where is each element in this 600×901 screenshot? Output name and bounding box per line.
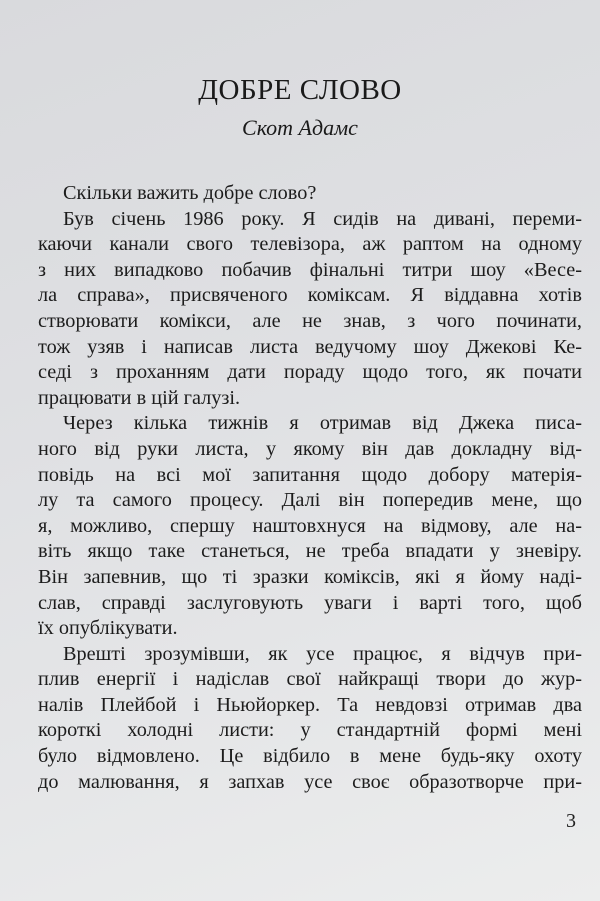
text-line: налів Плейбой і Ньюйоркер. Та невдовзі отримав два	[38, 693, 582, 716]
text-line: Через кілька тижнів я отримав від Джека писа-	[63, 412, 582, 435]
chapter-author: Скот Адамс	[242, 115, 358, 140]
text-line: плив енергії і надіслав свої найкращі твори до жур-	[38, 668, 582, 691]
text-line: ла справа», присвяченого коміксам. Я віддавна хотів	[38, 284, 582, 307]
chapter-title: ДОБРЕ СЛОВО	[198, 74, 402, 106]
text-line: було відмовлено. Це відбило в мене будь-яку охоту	[38, 745, 582, 768]
text-line: Він запевнив, що ті зразки коміксів, які я йому наді-	[38, 565, 582, 588]
text-line: Врешті зрозумівши, як усе працює, я відчув при-	[63, 642, 582, 665]
text-line: повідь на всі мої запитання щодо добору матерія-	[38, 463, 582, 486]
text-line: Скільки важить добре слово?	[63, 182, 317, 204]
text-line: працювати в цій галузі.	[38, 386, 241, 409]
text-line: каючи канали свого телевізора, аж раптом на одному	[38, 233, 582, 256]
text-line: лу та самого процесу. Далі він попередив мене, що	[38, 489, 582, 512]
text-line: Був січень 1986 року. Я сидів на дивані, переми-	[63, 207, 582, 230]
text-line: седі з проханням дати пораду щодо того, як почати	[38, 361, 582, 384]
text-line: до малювання, я запхав усе своє образотворче при-	[38, 770, 582, 793]
text-line: тож узяв і написав листа ведучому шоу Джекові Ке-	[38, 335, 582, 358]
text-line: я, можливо, спершу наштовхнуся на відмову, але на-	[38, 514, 582, 537]
body-text	[38, 181, 582, 795]
page-number: 3	[566, 810, 576, 832]
text-line: віть якщо таке станеться, не треба впадати у зневіру.	[38, 540, 582, 563]
text-line: короткі холодні листи: у стандартній формі мені	[38, 719, 582, 742]
text-line: слав, справді заслуговують уваги і варті того, щоб	[38, 591, 582, 614]
text-line: з них випадково побачив фінальні титри шоу «Весе-	[38, 258, 582, 281]
text-line: ного від руки листа, у якому він дав докладну від-	[38, 437, 582, 460]
text-line: їх опублікувати.	[38, 617, 178, 640]
text-line: створювати комікси, але не знав, з чого починати,	[38, 309, 582, 332]
